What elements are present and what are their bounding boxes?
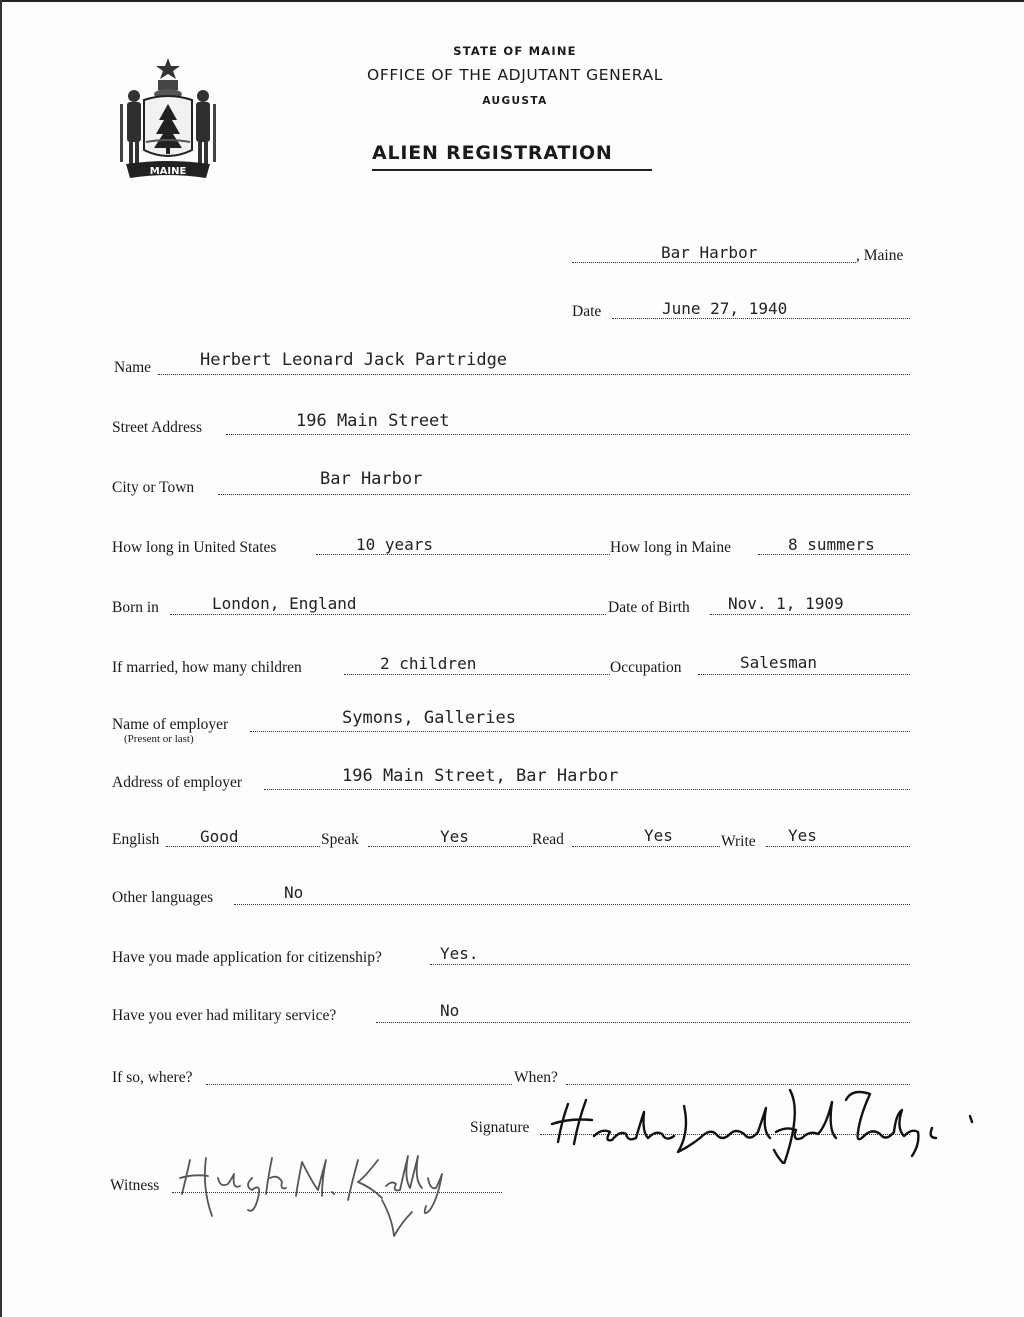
children-line (344, 674, 610, 675)
scan-edge-left (0, 0, 2, 1317)
where-label: If so, where? (112, 1069, 193, 1086)
read-value: Yes (644, 826, 673, 845)
date-of-birth-line (710, 614, 910, 615)
how-long-us-line (316, 554, 610, 555)
read-line (572, 846, 720, 847)
date-label: Date (572, 303, 602, 320)
employer-name-line (250, 731, 910, 732)
military-line (376, 1022, 910, 1023)
citizenship-label: Have you made application for citizenship? (112, 949, 382, 966)
write-label: Write (721, 833, 756, 850)
signature-label: Signature (470, 1119, 530, 1136)
state-seal-icon (114, 54, 222, 186)
date-value: June 27, 1940 (662, 299, 788, 318)
other-languages-label: Other languages (112, 889, 214, 906)
write-value: Yes (788, 826, 817, 845)
children-value: 2 children (380, 654, 477, 673)
english-line (166, 846, 320, 847)
employer-address-value: 196 Main Street, Bar Harbor (342, 766, 619, 786)
location-value: Bar Harbor (661, 243, 758, 262)
english-label: English (112, 831, 160, 848)
scan-edge-top (0, 0, 1024, 2)
speak-value: Yes (440, 827, 469, 846)
other-languages-line (234, 904, 910, 905)
how-long-us-label: How long in United States (112, 539, 277, 556)
title-underline (372, 169, 652, 171)
english-value: Good (200, 827, 239, 846)
born-in-value: London, England (212, 594, 357, 613)
speak-line (368, 846, 532, 847)
citizenship-value: Yes. (440, 944, 479, 963)
speak-label: Speak (321, 831, 359, 848)
name-line (158, 374, 910, 375)
street-address-value: 196 Main Street (296, 411, 450, 431)
employer-name-note: (Present or last) (124, 733, 194, 745)
other-languages-value: No (284, 883, 304, 902)
employer-name-label: Name of employer (112, 716, 229, 733)
witness-label: Witness (110, 1177, 160, 1194)
children-label: If married, how many children (112, 659, 302, 676)
when-label: When? (514, 1069, 558, 1086)
occupation-line (698, 674, 910, 675)
how-long-us-value: 10 years (356, 535, 434, 554)
city-label: City or Town (112, 479, 195, 496)
witness-signature-handwriting (172, 1138, 472, 1248)
where-line (206, 1084, 512, 1085)
city-value: Bar Harbor (320, 469, 423, 489)
location-suffix: , Maine (856, 247, 904, 264)
military-label: Have you ever had military service? (112, 1007, 337, 1024)
street-address-line (226, 434, 910, 435)
occupation-label: Occupation (610, 659, 682, 676)
how-long-maine-label: How long in Maine (610, 539, 731, 556)
how-long-maine-line (758, 554, 910, 555)
street-address-label: Street Address (112, 419, 202, 436)
header-city: AUGUSTA (482, 95, 548, 107)
svg-text:MAINE: MAINE (149, 166, 187, 177)
employer-address-line (264, 789, 910, 790)
write-line (766, 846, 910, 847)
name-value: Herbert Leonard Jack Partridge (200, 350, 508, 370)
born-in-label: Born in (112, 599, 159, 616)
form-title: ALIEN REGISTRATION (372, 142, 613, 164)
header-state: STATE OF MAINE (453, 44, 577, 58)
occupation-value: Salesman (740, 653, 818, 672)
read-label: Read (532, 831, 564, 848)
employer-address-label: Address of employer (112, 774, 242, 791)
employer-name-value: Symons, Galleries (342, 708, 516, 728)
name-label: Name (114, 359, 152, 376)
date-of-birth-value: Nov. 1, 1909 (728, 594, 844, 613)
military-value: No (440, 1001, 460, 1020)
city-line (218, 494, 910, 495)
how-long-maine-value: 8 summers (788, 535, 875, 554)
citizenship-line (430, 964, 910, 965)
location-line (572, 262, 856, 263)
header-office: OFFICE OF THE ADJUTANT GENERAL (367, 66, 663, 84)
date-of-birth-label: Date of Birth (608, 599, 690, 616)
born-in-line (170, 614, 606, 615)
date-line (612, 318, 910, 319)
signature-handwriting (540, 1072, 980, 1164)
